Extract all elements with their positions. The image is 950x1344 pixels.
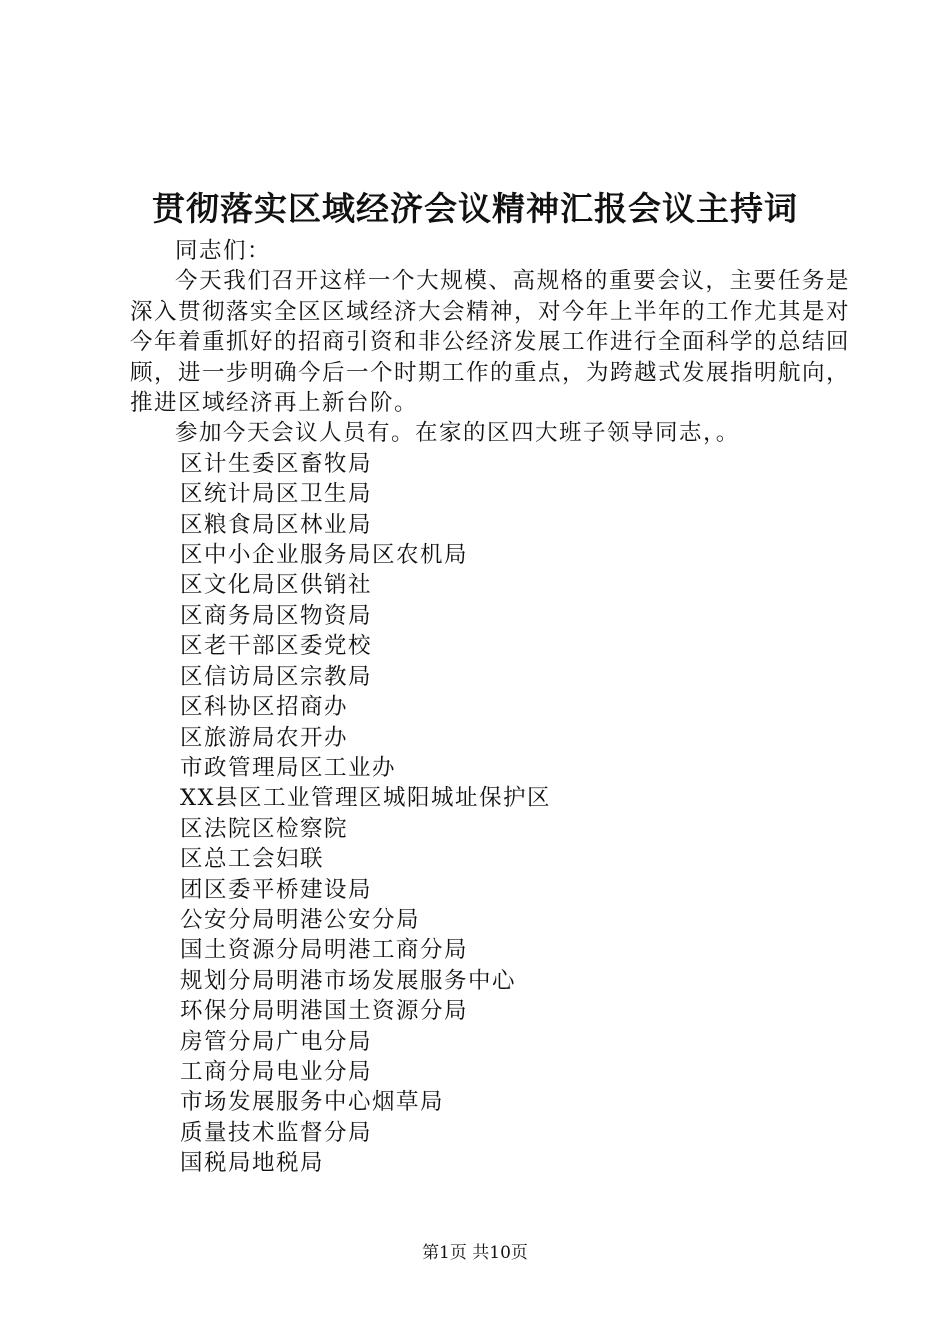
list-item: 环保分局明港国土资源分局 — [180, 998, 469, 1025]
document-title: 贯彻落实区域经济会议精神汇报会议主持词 — [152, 189, 798, 228]
list-item: 区计生委区畜牧局 — [180, 450, 373, 477]
list-item: XX县区工业管理区城阳城址保护区 — [180, 785, 552, 812]
list-item: 房管分局广电分局 — [180, 1028, 373, 1055]
list-item: 区信访局区宗教局 — [180, 663, 373, 690]
list-item: 区科协区招商办 — [180, 694, 349, 721]
list-item: 市政管理局区工业办 — [180, 754, 397, 781]
list-item: 区旅游局农开办 — [180, 724, 349, 751]
list-item: 区商务局区物资局 — [180, 602, 373, 629]
list-item: 公安分局明港公安分局 — [180, 906, 421, 933]
list-item: 团区委平桥建设局 — [180, 876, 373, 903]
list-item: 市场发展服务中心烟草局 — [180, 1089, 445, 1116]
list-item: 国土资源分局明港工商分局 — [180, 937, 469, 964]
list-item: 区统计局区卫生局 — [180, 481, 373, 508]
paragraph-attendees-intro: 参加今天会议人员有。在家的区四大班子领导同志，。 — [175, 420, 740, 447]
list-item: 规划分局明港市场发展服务中心 — [180, 967, 517, 994]
list-item: 区法院区检察院 — [180, 815, 349, 842]
page-footer: 第1页 共10页 — [422, 1243, 528, 1263]
paragraph-intro: 今天我们召开这样一个大规模、高规格的重要会议，主要任务是深入贯彻落实全区区域经济大会精神，对今年上半年的工作尤其是对今年着重抓好的招商引资和非公经济发展工作进行全面科学的总结回顾，进一步明确今后一个时期工作的重点，为跨越式发展指明航向，推进区域经济再上新台阶。 — [130, 268, 851, 417]
list-item: 区老干部区委党校 — [180, 633, 373, 660]
list-item: 国税局地税局 — [180, 1150, 325, 1177]
attendee-list — [130, 449, 850, 1179]
list-item: 质量技术监督分局 — [180, 1119, 373, 1146]
list-item: 区文化局区供销社 — [180, 572, 373, 599]
document-body — [130, 236, 850, 1179]
list-item: 区粮食局区林业局 — [180, 511, 373, 538]
list-item: 区中小企业服务局区农机局 — [180, 542, 469, 569]
greeting: 同志们： — [175, 238, 272, 264]
list-item: 区总工会妇联 — [180, 846, 325, 873]
list-item: 工商分局电业分局 — [180, 1058, 373, 1085]
